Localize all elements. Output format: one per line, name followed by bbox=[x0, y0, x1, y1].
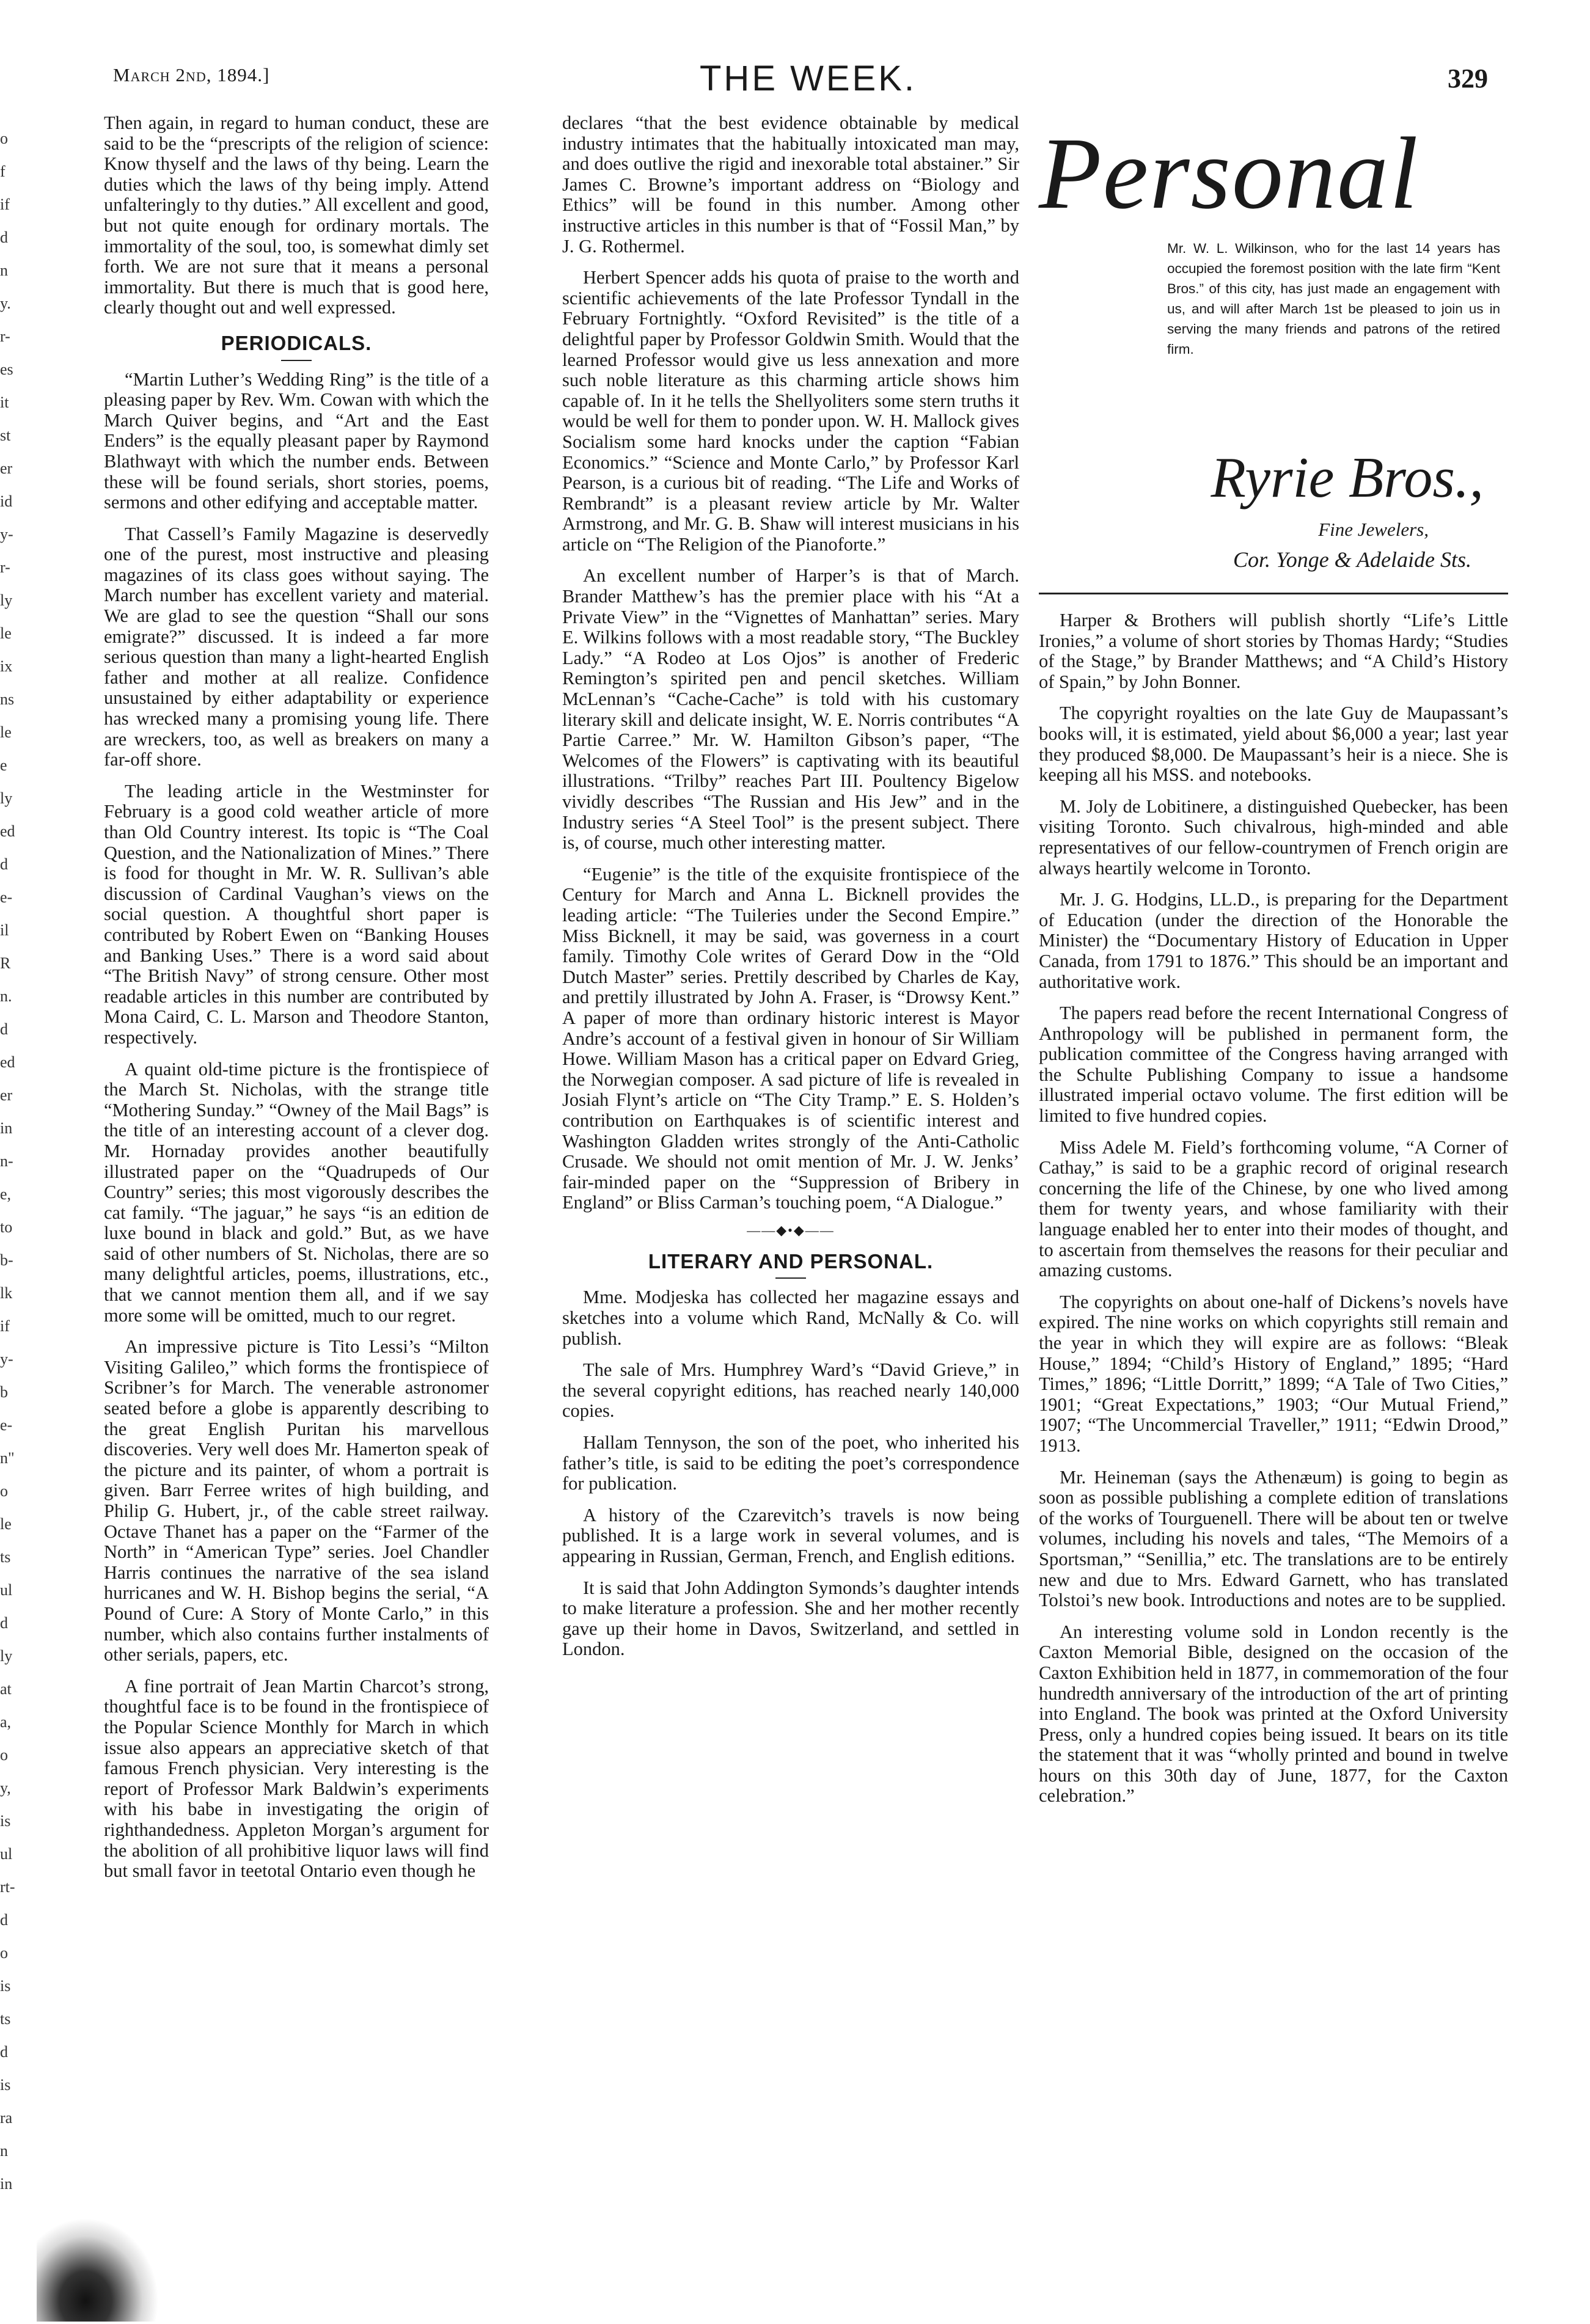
edge-fragment: o bbox=[0, 1482, 8, 1500]
page-header bbox=[113, 58, 1488, 107]
article-paragraph: An impressive picture is Tito Lessi’s “Milton Visiting Galileo,” which forms the frontispiece of Scribner’s for March. The venerable astronomer seated before a globe is apparently describing to the great English Puritan his marvellous discoveries. Very well does Mr. Hamerton speak of the picture and its painter, of whom a portrait is given. Barr Ferree writes of high building, and Philip G. Hubert, jr., of the cable street railway. Octave Thanet has a paper on the “Farmer of the North” in “American Type” series. Joel Chandler Harris continues the narrative of the sea island hurricanes and W. H. Bishop begins the serial, “A Pound of Cure: A Story of Monte Carlo,” in this number, which also contains further instalments of other serials, papers, etc. bbox=[104, 1336, 489, 1665]
edge-fragment: n bbox=[0, 261, 8, 279]
heading-rule bbox=[281, 360, 312, 361]
edge-fragment: ix bbox=[0, 657, 13, 675]
article-paragraph: Mr. Heineman (says the Athenæum) is going to begin as soon as possible publishing a complete edition of translations of the works of Tourguenell. There will be about ten or twelve volumes, including his novels and tales, “The Memoirs of a Sportsman,” “Senillia,” etc. The translations are to be entirely new and due to Mrs. Edward Garnett, who has translated Tolstoi’s new book. Introductions and notes are to be supplied. bbox=[1039, 1466, 1508, 1611]
heading-rule bbox=[775, 1277, 806, 1279]
article-paragraph: The leading article in the Westminster for February is a good cold weather article of more than Old Country interest. Its topic is “The Coal Question, and the Nationalization of Mines.” There is food for thought in Mr. W. R. Sullivan’s able discussion of Cardinal Vaughan’s views on the social question. A thoughtful short paper is contributed by Robert Ewen on “Banking Houses and Banking Uses.” There is a word said about “The British Navy” of strong censure. Other most readable articles in this number are contributed by Mona Caird, C. L. Marson and Theodore Stanton, respectively. bbox=[104, 780, 489, 1048]
column-2 bbox=[562, 113, 1019, 1671]
intro-paragraph: Then again, in regard to human conduct, these are said to be the “prescripts of the religion of science: Know thyself and the laws of thy being. Learn the duties which the laws of thy being imply. Attend unfalteringly to thy duties.” All excellent and good, but not quite enough for ordinary mortals. The immortality of the soul, too, is somewhat dimly set forth. We are not sure that it means a personal immortality. But there is much that is good here, clearly thought out and well expressed. bbox=[104, 112, 489, 318]
ad-firm-name: Ryrie Bros., bbox=[1211, 446, 1484, 510]
edge-fragment: il bbox=[0, 921, 9, 939]
column-3 bbox=[1039, 110, 1508, 1818]
edge-fragment: ts bbox=[0, 1548, 11, 1566]
article-paragraph: Hallam Tennyson, the son of the poet, who inherited his father’s title, is said to be editing the poet’s correspondence for publication. bbox=[562, 1432, 1019, 1494]
edge-fragment: d bbox=[0, 1614, 8, 1632]
article-paragraph: The copyright royalties on the late Guy de Maupassant’s books will, it is estimated, yield about $6,000 a year; last year they produced $8,000. De Maupassant’s heir is a niece. She is keeping all his MSS. and notebooks. bbox=[1039, 703, 1508, 786]
edge-fragment: b- bbox=[0, 1251, 13, 1269]
edge-fragment: ul bbox=[0, 1581, 13, 1599]
edge-fragment: is bbox=[0, 1812, 11, 1830]
edge-fragment: y- bbox=[0, 1350, 13, 1368]
advertisement bbox=[1039, 110, 1508, 594]
page-number: 329 bbox=[1448, 64, 1488, 93]
edge-fragment: n" bbox=[0, 1449, 15, 1467]
edge-fragment: er bbox=[0, 1086, 13, 1104]
edge-fragment: id bbox=[0, 492, 13, 510]
edge-fragment: rt- bbox=[0, 1878, 15, 1896]
periodicals-heading: PERIODICALS. bbox=[221, 331, 372, 354]
ornament-divider: ——◆•◆—— bbox=[747, 1222, 835, 1238]
edge-fragment: if bbox=[0, 1317, 10, 1335]
edge-fragment: o bbox=[0, 130, 8, 147]
edge-fragment: d bbox=[0, 855, 8, 873]
edge-fragment: d bbox=[0, 228, 8, 246]
edge-fragment: e bbox=[0, 756, 7, 774]
article-paragraph: An interesting volume sold in London recently is the Caxton Memorial Bible, designed on the occasion of the Caxton Exhibition held in 1877, in commemoration of the four hundredth anniversary of the introduction of the art of printing into England. The book was printed at the Oxford University Press, only a hundred copies being issued. It bears on its title the statement that it was “wholly printed and bound in twelve hours on this 30th day of June, 1877, for the Caxton celebration.” bbox=[1039, 1621, 1508, 1807]
edge-fragment: it bbox=[0, 393, 9, 411]
article-paragraph: It is said that John Addington Symonds’s daughter intends to make literature a profession. She and her mother recently gave up their home in Davos, Switzerland, and settled in London. bbox=[562, 1577, 1019, 1660]
edge-fragment: o bbox=[0, 1746, 8, 1764]
edge-fragment: le bbox=[0, 1515, 12, 1533]
edge-fragment: y, bbox=[0, 1779, 11, 1797]
edge-fragment: if bbox=[0, 195, 10, 213]
ink-blot bbox=[37, 2218, 159, 2322]
edge-fragment: in bbox=[0, 2175, 13, 2193]
article-paragraph: Mr. J. G. Hodgins, LL.D., is preparing for the Department of Education (under the direction of the Honorable the Minister) the “Documentary History of Education in Upper Canada, from 1791 to 1876.” This should be an important and authoritative work. bbox=[1039, 889, 1508, 992]
article-paragraph: Herbert Spencer adds his quota of praise to the worth and scientific achievements of the late Professor Tyndall in the February Fortnightly. “Oxford Revisited” is the title of a delightful paper by Professor Goldwin Smith. Would that the learned Professor would give us less annexation and more such noble literature as this charming article shows him capable of. In it he tells the Shellyoliters some stern truths it would be well for them to ponder upon. W. H. Mallock gives Socialism some hard knocks under the caption “Fabian Economics.” “Science and Monte Carlo,” by Professor Karl Pearson, is a curious bit of reading. “The Life and Works of Rembrandt” is a pleasant review article by Mr. Walter Armstrong, and Mr. G. B. Shaw will interest musicians in his article on “The Religion of the Pianoforte.” bbox=[562, 267, 1019, 555]
ad-body: Mr. W. L. Wilkinson, who for the last 14 years has occupied the foremost position with the late firm “Kent Bros.” of this city, has just made an engagement with us, and will after March 1st be pleased to join us in serving the many friends and patrons of the retired firm. bbox=[1167, 241, 1500, 357]
edge-fragment: le bbox=[0, 723, 12, 741]
edge-fragment: r- bbox=[0, 327, 10, 345]
edge-fragment: ul bbox=[0, 1845, 13, 1863]
article-paragraph: A fine portrait of Jean Martin Charcot’s strong, thoughtful face is to be found in the frontispiece of the Popular Science Monthly for March in which issue also appears an appreciative sketch of that famous French physician. Very interesting is the report of Professor Mark Baldwin’s experiments with his babe in investigating the origin of righthandedness. Appleton Morgan’s argument for the abolition of all prohibitive liquor laws will find but small favor in teetotal Ontario even though he bbox=[104, 1675, 489, 1882]
edge-fragment: o bbox=[0, 1944, 8, 1962]
edge-fragment: ra bbox=[0, 2109, 13, 2127]
edge-fragment: e- bbox=[0, 888, 13, 906]
article-paragraph: A history of the Czarevitch’s travels is now being published. It is a large work in several volumes, and is appearing in Russian, German, French, and English editions. bbox=[562, 1504, 1019, 1566]
article-paragraph: The sale of Mrs. Humphrey Ward’s “David Grieve,” in the several copyright editions, has reached nearly 140,000 copies. bbox=[562, 1359, 1019, 1422]
edge-fragment: y. bbox=[0, 294, 11, 312]
edge-fragment: d bbox=[0, 2043, 8, 2061]
edge-fragment: d bbox=[0, 1911, 8, 1929]
ad-firm-subtitle: Fine Jewelers, bbox=[1318, 519, 1429, 540]
edge-fragment: ts bbox=[0, 2010, 11, 2028]
article-paragraph: Mme. Modjeska has collected her magazine essays and sketches into a volume which Rand, McNally & Co. will publish. bbox=[562, 1287, 1019, 1349]
article-paragraph: Miss Adele M. Field’s forthcoming volume, “A Corner of Cathay,” is said to be a graphic record of original research concerning the life of the Chinese, by one who lived among them for twenty years, and whose familiarity with their language enabled her to enter into their modes of thought, and to ascertain from themselves the reasons for their peculiar and amazing customs. bbox=[1039, 1136, 1508, 1281]
edge-fragment: e, bbox=[0, 1185, 12, 1203]
edge-fragment: to bbox=[0, 1218, 13, 1236]
ad-address: Cor. Yonge & Adelaide Sts. bbox=[1233, 547, 1471, 572]
edge-fragment: y- bbox=[0, 525, 13, 543]
article-paragraph: declares “that the best evidence obtainable by medical industry intimates that the habitually intoxicated man may, and does outlive the rigid and inexorable total abstainer.” Sir James C. Browne’s important address on “Biology and Ethics” will be found in this number. Among other instructive articles in this number is that of “Fossil Man,” by J. G. Rothermel. bbox=[562, 112, 1019, 257]
edge-fragment: n. bbox=[0, 987, 12, 1005]
ad-title: Personal bbox=[1039, 117, 1420, 230]
article-paragraph: “Eugenie” is the title of the exquisite frontispiece of the Century for March and Anna L. Bicknell provides the leading article: “The Tuileries under the Second Empire.” Miss Bicknell, it may be said, was governess in a court family. Timothy Cole writes of Gerard Dow in the “Old Dutch Master” series. Prettily described by Charles de Kay, and prettily illustrated by John A. Fraser, is “Drowsy Kent.” A paper of more than ordinary historic interest is Mayor Andre’s account of a festival given in honour of Sir William Howe. William Mason has a critical paper on Edvard Grieg, the Norwegian composer. A sad picture of life is revealed in Josiah Flynt’s article on “The City Tramp.” E. S. Holden’s contribution on Earthquakes is of scientific interest and Washington Gladden writes strongly of the Anti-Catholic Crusade. We should not omit mention of Mr. J. W. Jenks’ fair-minded paper on the “Suppression of Bribery in England” or Bliss Carman’s touching poem, “A Dialogue.” bbox=[562, 863, 1019, 1213]
edge-fragment: d bbox=[0, 1020, 8, 1038]
edge-fragment: n- bbox=[0, 1152, 13, 1170]
edge-fragment: is bbox=[0, 2076, 11, 2094]
edge-fragment: e- bbox=[0, 1416, 13, 1434]
edge-fragment: lk bbox=[0, 1284, 13, 1302]
edge-fragment: b bbox=[0, 1383, 8, 1401]
edge-fragment: ly bbox=[0, 789, 13, 807]
edge-fragment: le bbox=[0, 624, 12, 642]
edge-fragment: ly bbox=[0, 591, 13, 609]
article-paragraph: Harper & Brothers will publish shortly “Life’s Little Ironies,” a volume of short stories by Thomas Hardy; “Studies of the Stage,” by Brander Matthews; and “A Child’s History of Spain,” by John Bonner. bbox=[1039, 610, 1508, 692]
edge-fragment: ed bbox=[0, 1053, 15, 1071]
article-paragraph: “Martin Luther’s Wedding Ring” is the title of a pleasing paper by Rev. Wm. Cowan with which the March Quiver begins, and “Art and the East Enders” is the equally pleasant paper by Raymond Blathwayt with which the number ends. Between these will be found serials, short stories, poems, sermons and other edifying and acceptable matter. bbox=[104, 368, 489, 513]
edge-fragment: es bbox=[0, 360, 13, 378]
edge-fragment: ns bbox=[0, 690, 15, 708]
edge-fragment: er bbox=[0, 459, 13, 477]
edge-fragment: is bbox=[0, 1977, 11, 1995]
edge-fragment: st bbox=[0, 426, 11, 444]
literary-personal-heading: LITERARY AND PERSONAL. bbox=[648, 1249, 934, 1273]
article-paragraph: The papers read before the recent International Congress of Anthropology will be published in permanent form, the publication committee of the Congress having arranged with the Schulte Publishing Company to issue a handsome illustrated imperial octavo volume. The first edition will be limited to five hundred copies. bbox=[1039, 1003, 1508, 1127]
article-paragraph: A quaint old-time picture is the frontispiece of the March St. Nicholas, with the strange title “Mothering Sunday.” “Owney of the Mail Bags” is the title of an interesting account of a clever dog. Mr. Hornaday provides another beautifully illustrated paper on the “Quadrupeds of Our Country” series; this most vigorously describes the cat family. “The jaguar,” he says “is an edition de luxe bound in black and gold.” But, as we have said of other numbers of St. Nicholas, there are so many delightful articles, poems, illustrations, etc., that we cannot mention them all, and if we say more some will be omitted, much to our regret. bbox=[104, 1058, 489, 1326]
column-1 bbox=[104, 113, 489, 1893]
issue-date: March 2nd, 1894.] bbox=[113, 64, 270, 86]
edge-fragment: R bbox=[0, 954, 11, 972]
article-paragraph: M. Joly de Lobitinere, a distinguished Quebecker, has been visiting Toronto. Such chivalrous, high-minded and able representatives of our fellow-countrymen of French origin are always heartily welcome in Toronto. bbox=[1039, 795, 1508, 879]
edge-fragment: r- bbox=[0, 558, 10, 576]
edge-fragment: f bbox=[0, 163, 5, 180]
edge-fragment: ed bbox=[0, 822, 15, 840]
edge-fragment: ly bbox=[0, 1647, 13, 1665]
adjacent-page-edge bbox=[0, 122, 23, 2260]
edge-fragment: n bbox=[0, 2142, 8, 2160]
article-paragraph: An excellent number of Harper’s is that of March. Brander Matthew’s has the premier place with his “At a Private View” in the “Vignettes of Manhattan” series. Mary E. Wilkins follows with a most readable story, “The Buckley Lady.” “A Rodeo at Los Ojos” is another of Frederic Remington’s spirited pen and pencil sketches. William McLennan’s “Cache-Cache” is told with his customary literary skill and delicate insight, W. E. Norris contributes “A Partie Carree.” Mr. W. Hamilton Gibson’s paper, “The Welcomes of the Flowers” is captivating with its beautiful illustrations. “Trilby” reaches Part III. Poultency Bigelow vividly describes “The Russian and His Jew” and in the Industry series “A Steel Tool” is the present subject. There is, of course, much other interesting matter. bbox=[562, 565, 1019, 853]
article-paragraph: The copyrights on about one-half of Dickens’s novels have expired. The nine works on which copyrights still remain and the year in which they will expire are as follows: “Bleak House,” 1894; “Child’s History of England,” 1895; “Hard Times,” 1896; “Little Dorritt,” 1899; “A Tale of Two Cities,” 1901; “Great Expectations,” 1903; “Our Mutual Friend,” 1907; “The Uncommercial Traveller,” 1911; “Edwin Drood,” 1913. bbox=[1039, 1291, 1508, 1456]
edge-fragment: a, bbox=[0, 1713, 12, 1731]
publication-title: THE WEEK. bbox=[700, 59, 917, 98]
article-paragraph: That Cassell’s Family Magazine is deservedly one of the purest, most instructive and pleasing magazines of its class goes without saying. The March number has excellent variety and material. We are glad to see the question “Shall our sons emigrate?” discussed. It is indeed a far more serious question than many a light-hearted English father and mother at all realize. Confidence unsustained by either adaptability or experience has wrecked many a promising young life. There are wreckers, too, as well as breakers on many a far-off shore. bbox=[104, 523, 489, 770]
edge-fragment: in bbox=[0, 1119, 13, 1137]
edge-fragment: at bbox=[0, 1680, 12, 1698]
